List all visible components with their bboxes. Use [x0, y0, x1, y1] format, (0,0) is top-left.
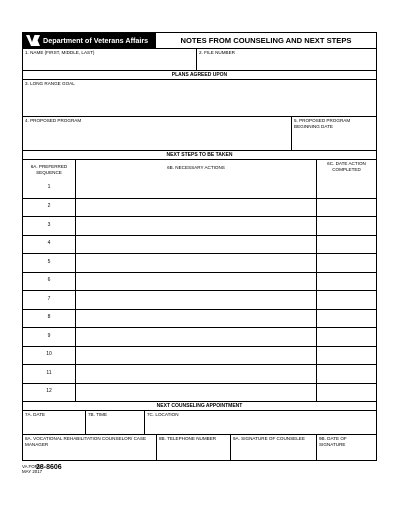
step-sequence-number: 10: [46, 351, 52, 358]
appointment-time-field[interactable]: 7B. TIME: [85, 411, 144, 434]
step-action-field[interactable]: [75, 365, 316, 383]
telephone-field[interactable]: 8B. TELEPHONE NUMBER: [156, 435, 230, 460]
table-row: [23, 309, 376, 328]
table-row: [23, 253, 376, 272]
file-number-field[interactable]: 2. FILE NUMBER: [196, 49, 376, 70]
step-action-field[interactable]: [75, 236, 316, 254]
long-range-goal-field[interactable]: 3. LONG RANGE GOAL: [25, 81, 75, 86]
col-sequence-header: 6A. PREFERRED SEQUENCE: [30, 163, 68, 175]
col-actions-header: 6B. NECESSARY ACTIONS: [75, 160, 316, 179]
step-action-field[interactable]: [75, 310, 316, 328]
program-begin-date-field[interactable]: 5. PROPOSED PROGRAM BEGINNING DATE: [291, 117, 376, 150]
step-completed-date-field[interactable]: [316, 291, 376, 309]
next-steps-section-heading: NEXT STEPS TO BE TAKEN: [23, 150, 376, 159]
appointment-date-field[interactable]: 7A. DATE: [25, 412, 46, 417]
step-sequence-number: 5: [47, 258, 51, 265]
appointment-location-field[interactable]: 7C. LOCATION: [144, 411, 376, 434]
step-action-field[interactable]: [75, 347, 316, 365]
signature-date-field[interactable]: 9B. DATE OF SIGNATURE: [316, 435, 376, 460]
table-row: [23, 290, 376, 309]
step-action-field[interactable]: [75, 254, 316, 272]
counselor-field[interactable]: 8A. VOCATIONAL REHABILITATION COUNSELOR/ CASE MANAGER: [25, 436, 147, 447]
col-completed-header: 6C. DATE ACTION COMPLETED: [316, 160, 376, 179]
form-footer: [22, 464, 62, 474]
step-sequence-number: 1: [47, 184, 51, 191]
step-completed-date-field[interactable]: [316, 179, 376, 198]
agency-name: Department of Veterans Affairs: [43, 36, 149, 45]
step-completed-date-field[interactable]: [316, 273, 376, 291]
step-action-field[interactable]: [75, 384, 316, 402]
step-sequence-number: 4: [47, 240, 51, 247]
step-sequence-number: 8: [47, 314, 51, 321]
step-sequence-number: 11: [46, 369, 52, 376]
table-row: [23, 364, 376, 383]
step-sequence-number: 7: [47, 295, 51, 302]
step-action-field[interactable]: [75, 273, 316, 291]
form-title: NOTES FROM COUNSELING AND NEXT STEPS: [155, 33, 376, 48]
signature-row: [23, 434, 376, 460]
step-sequence-number: 9: [47, 332, 51, 339]
proposed-program-field[interactable]: 4. PROPOSED PROGRAM: [25, 118, 82, 123]
form-label: VA FORM: [22, 464, 42, 469]
name-row: [23, 48, 376, 70]
form-date: MAY 2017: [22, 469, 43, 474]
form-frame: [22, 32, 377, 461]
name-field[interactable]: 1. NAME (FIRST, MIDDLE, LAST): [25, 50, 95, 55]
table-row: [23, 383, 376, 402]
step-action-field[interactable]: [75, 179, 316, 198]
step-action-field[interactable]: [75, 217, 316, 235]
step-completed-date-field[interactable]: [316, 310, 376, 328]
table-row: [23, 327, 376, 346]
step-sequence-number: 6: [47, 277, 51, 284]
appointment-row: [23, 410, 376, 434]
form-header: [23, 33, 376, 48]
step-action-field[interactable]: [75, 328, 316, 346]
step-completed-date-field[interactable]: [316, 365, 376, 383]
steps-table-body: [23, 179, 376, 401]
table-row: [23, 346, 376, 365]
table-row: [23, 216, 376, 235]
step-completed-date-field[interactable]: [316, 217, 376, 235]
form-number: 28-8606: [36, 464, 62, 471]
va-logo-icon: [26, 35, 40, 46]
table-row: [23, 198, 376, 217]
steps-table-header: [23, 159, 376, 179]
step-sequence-number: 12: [46, 388, 52, 395]
step-action-field[interactable]: [75, 199, 316, 217]
step-sequence-number: 2: [47, 203, 51, 210]
form-page: [22, 32, 377, 461]
step-completed-date-field[interactable]: [316, 347, 376, 365]
plans-section-heading: PLANS AGREED UPON: [23, 70, 376, 79]
agency-brand: [23, 33, 155, 48]
program-row: [23, 116, 376, 150]
step-completed-date-field[interactable]: [316, 384, 376, 402]
table-row: [23, 179, 376, 198]
table-row: [23, 272, 376, 291]
step-completed-date-field[interactable]: [316, 328, 376, 346]
goal-row: [23, 79, 376, 116]
appointment-section-heading: NEXT COUNSELING APPOINTMENT: [23, 401, 376, 410]
step-completed-date-field[interactable]: [316, 236, 376, 254]
step-completed-date-field[interactable]: [316, 199, 376, 217]
step-action-field[interactable]: [75, 291, 316, 309]
table-row: [23, 235, 376, 254]
counselee-signature-field[interactable]: 9A. SIGNATURE OF COUNSELEE: [230, 435, 316, 460]
step-sequence-number: 3: [47, 221, 51, 228]
step-completed-date-field[interactable]: [316, 254, 376, 272]
